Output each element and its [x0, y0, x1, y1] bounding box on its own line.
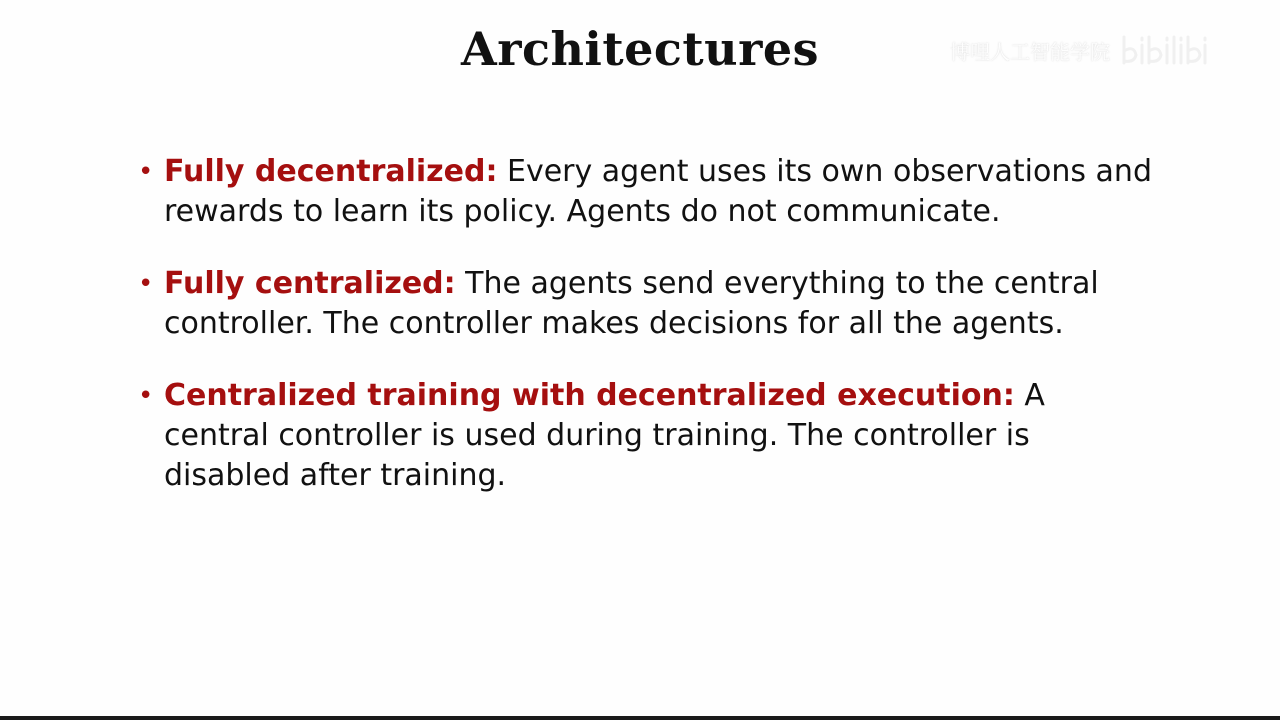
- slide-title: Architectures: [461, 22, 819, 76]
- bullet-dot-icon: •: [138, 269, 154, 299]
- bullet-dot-icon: •: [138, 381, 154, 411]
- bullet-list: [138, 152, 1158, 528]
- bullet-dot-icon: •: [138, 157, 154, 187]
- bullet-item: [138, 376, 1158, 496]
- bullet-text: Every agent uses its own observations and rewards to learn its policy. Agents do not communicate.: [164, 154, 1152, 229]
- watermark: [950, 30, 1260, 70]
- bottom-border: [0, 716, 1280, 720]
- bullet-term: Centralized training with decentralized execution:: [164, 378, 1015, 413]
- bilibili-logo-icon: [1118, 33, 1208, 67]
- bullet-item: [138, 264, 1158, 344]
- bullet-text: A central controller is used during training. The controller is disabled after training.: [164, 378, 1045, 493]
- bullet-item: [138, 152, 1158, 232]
- bullet-text: The agents send everything to the central controller. The controller makes decisions for all the agents.: [164, 266, 1099, 341]
- bullet-term: Fully decentralized:: [164, 154, 498, 189]
- watermark-text: 博哩人工智能学院: [950, 39, 1110, 64]
- bullet-term: Fully centralized:: [164, 266, 456, 301]
